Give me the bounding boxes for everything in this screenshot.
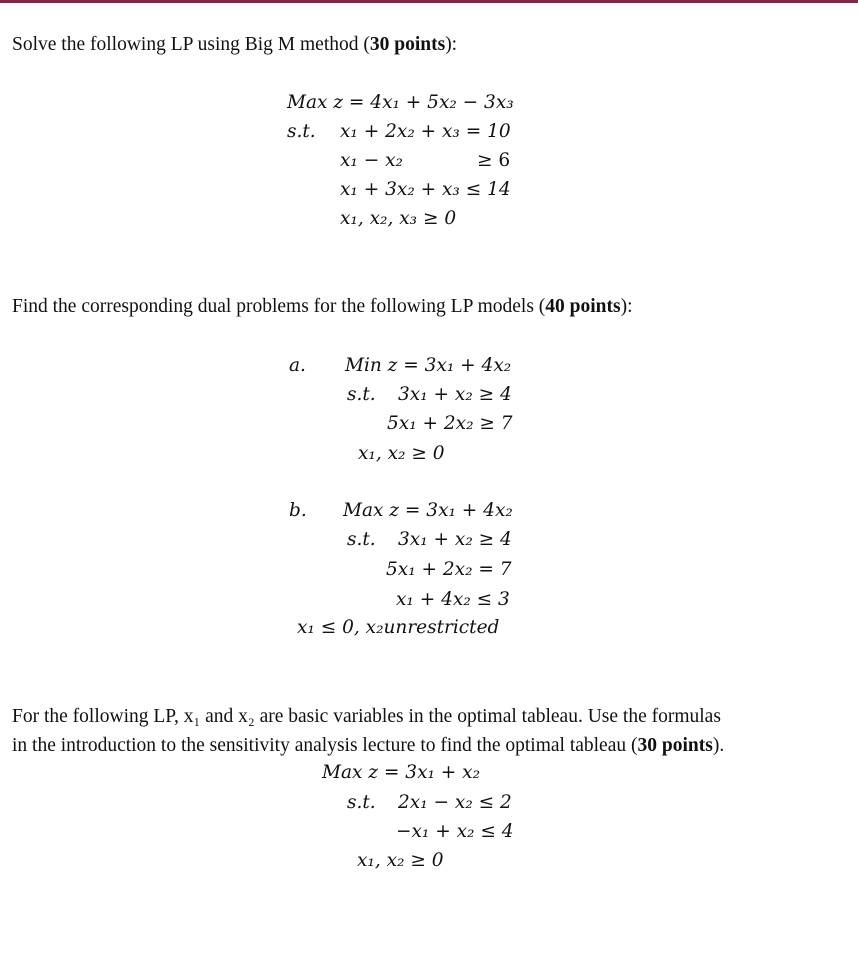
q3-instruction-line-2: [12, 731, 724, 760]
q2-text: Find the corresponding dual problems for the following LP models (: [12, 296, 546, 317]
q1-close: ):: [445, 34, 458, 55]
q2b-st: s.t.: [347, 529, 376, 550]
q2a-constraint-1: 3x₁ + x₂ ≥ 4: [398, 384, 512, 405]
q2a-nonnegativity: x₁, x₂ ≥ 0: [358, 443, 445, 464]
q2-instruction: [12, 292, 633, 321]
q1-st: s.t.: [287, 121, 316, 142]
q3-text: in the introduction to the sensitivity analysis lecture to find the optimal tableau (: [12, 735, 638, 756]
q1-text: Solve the following LP using Big M method (: [12, 34, 370, 55]
q2a-objective: Min z = 3x₁ + 4x₂: [345, 355, 512, 376]
q3-close: ).: [712, 735, 725, 756]
q3-constraint-1: 2x₁ − x₂ ≤ 2: [398, 792, 512, 813]
q1-nonnegativity: x₁, x₂, x₃ ≥ 0: [340, 208, 457, 229]
q2a-label: a.: [289, 355, 306, 376]
q3-points: 30 points: [637, 735, 713, 756]
q1-constraint-2-rhs: ≥ 6: [477, 150, 511, 171]
q2b-label: b.: [289, 500, 307, 521]
q1-instruction: [12, 30, 457, 59]
q2b-objective: Max z = 3x₁ + 4x₂: [343, 500, 513, 521]
top-border: [0, 0, 858, 3]
q1-constraint-2-lhs: x₁ − x₂: [340, 150, 403, 171]
q2a-constraint-2: 5x₁ + 2x₂ ≥ 7: [387, 413, 513, 434]
q1-points: 30 points: [369, 34, 446, 55]
q3-st: s.t.: [347, 792, 376, 813]
q3-constraint-2: −x₁ + x₂ ≤ 4: [396, 821, 514, 842]
q2b-constraint-3: x₁ + 4x₂ ≤ 3: [396, 589, 510, 610]
q2b-constraint-1: 3x₁ + x₂ ≥ 4: [398, 529, 512, 550]
q2a-st: s.t.: [347, 384, 376, 405]
q2-close: ):: [620, 296, 633, 317]
q3-instruction-line-1: For the following LP, x₁ and x₂ are basic variables in the optimal tableau. Use the formulas: [12, 706, 721, 727]
q3-objective: Max z = 3x₁ + x₂: [322, 762, 481, 783]
q3-nonnegativity: x₁, x₂ ≥ 0: [357, 850, 444, 871]
q1-objective: Max z = 4x₁ + 5x₂ − 3x₃: [287, 92, 514, 113]
q1-constraint-3: x₁ + 3x₂ + x₃ ≤ 14: [340, 179, 511, 200]
q2b-sign-restrictions: x₁ ≤ 0, x₂unrestricted: [297, 617, 500, 638]
q2b-constraint-2: 5x₁ + 2x₂ = 7: [386, 559, 512, 580]
q2-points: 40 points: [545, 296, 621, 317]
q1-constraint-1: x₁ + 2x₂ + x₃ = 10: [340, 121, 511, 142]
